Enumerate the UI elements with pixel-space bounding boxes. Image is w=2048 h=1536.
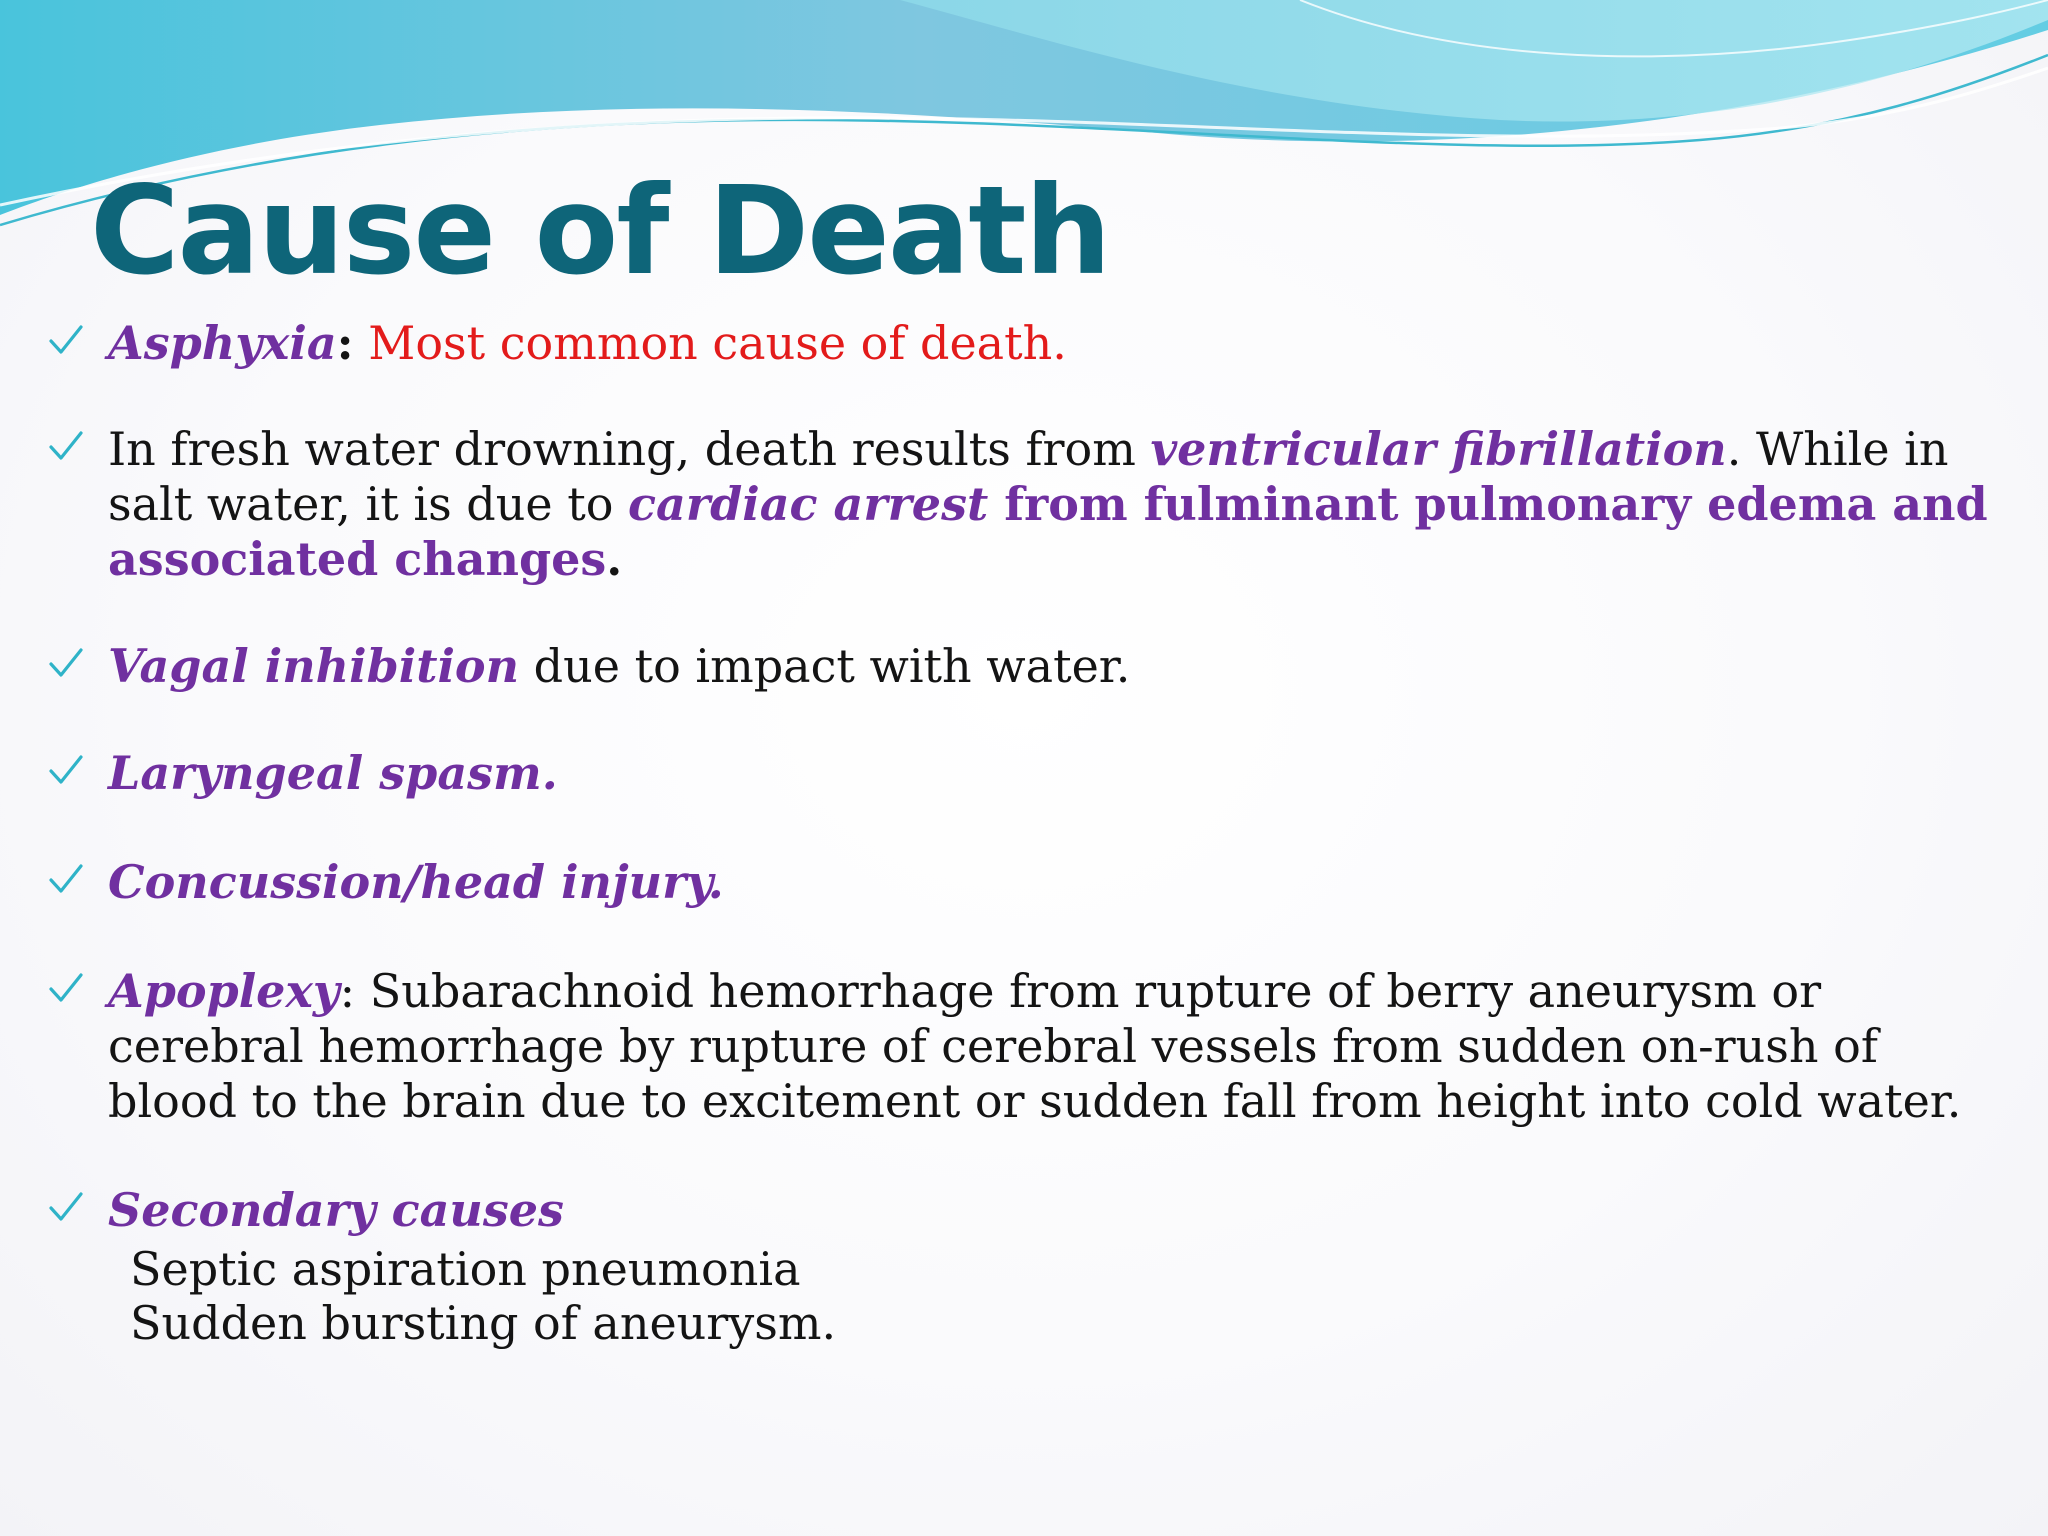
check-icon bbox=[46, 426, 86, 466]
list-item-laryngeal-spasm bbox=[46, 746, 2006, 801]
check-icon bbox=[46, 643, 86, 683]
list-item-vagal-inhibition bbox=[46, 639, 2006, 694]
item-term: Apoplexy bbox=[108, 964, 340, 1018]
item-emphasis-a: ventricular fibrillation bbox=[1150, 422, 1727, 476]
item-term: Laryngeal spasm. bbox=[108, 746, 558, 800]
item-text: : Subarachnoid hemorrhage from rupture of berry aneurysm or cerebral hemorrhage by rupture of cerebral vessels from sudden on-rush of blood to the brain due to excitement or sudden fall from height into cold water. bbox=[108, 964, 1962, 1128]
item-text: Most common cause of death. bbox=[353, 316, 1067, 370]
item-emphasis-b: cardiac arrest bbox=[628, 477, 989, 531]
item-strong-b: from fulminant pulmonary edema and associated changes bbox=[108, 477, 1988, 586]
bullet-list bbox=[46, 316, 2006, 1350]
list-item-apoplexy bbox=[46, 964, 2006, 1129]
page-title: Cause of Death bbox=[90, 160, 1110, 302]
list-item-asphyxia bbox=[46, 316, 2006, 371]
item-end: . bbox=[606, 532, 623, 586]
secondary-causes-sublist bbox=[46, 1242, 2006, 1350]
check-icon bbox=[46, 750, 86, 790]
item-text-b: . While in salt water, it is due to bbox=[108, 422, 1949, 531]
list-item-concussion bbox=[46, 855, 2006, 910]
item-colon: : bbox=[336, 316, 354, 370]
item-term: Vagal inhibition bbox=[108, 639, 520, 693]
list-item-drowning-mechanism bbox=[46, 422, 2006, 587]
item-term: Concussion/head injury. bbox=[108, 855, 724, 909]
item-term: Secondary causes bbox=[108, 1183, 564, 1237]
list-item-secondary-causes bbox=[46, 1183, 2006, 1238]
check-icon bbox=[46, 859, 86, 899]
item-text: due to impact with water. bbox=[519, 639, 1131, 693]
item-term: Asphyxia bbox=[108, 316, 337, 370]
item-text-a: In fresh water drowning, death results from bbox=[108, 422, 1151, 476]
check-icon bbox=[46, 320, 86, 360]
check-icon bbox=[46, 1187, 86, 1227]
sub-item: Septic aspiration pneumonia bbox=[130, 1242, 801, 1296]
sub-item: Sudden bursting of aneurysm. bbox=[130, 1296, 837, 1350]
check-icon bbox=[46, 968, 86, 1008]
